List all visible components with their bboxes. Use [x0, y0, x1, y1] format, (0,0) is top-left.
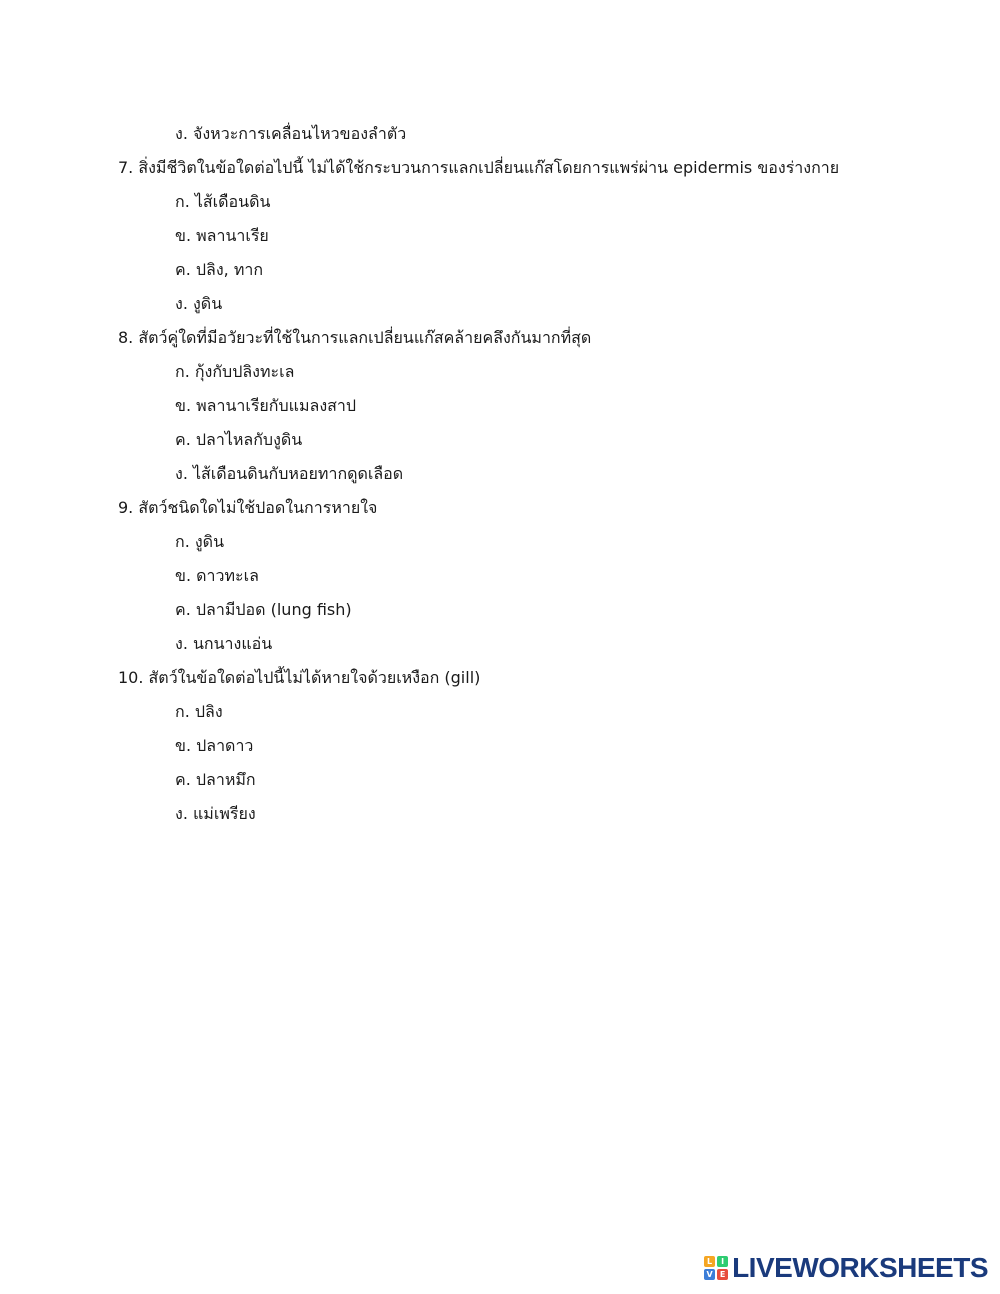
- option-line: ก. กุ้งกับปลิงทะเล: [175, 362, 295, 381]
- liveworksheets-logo[interactable]: [704, 1252, 988, 1284]
- logo-squares-icon: [704, 1256, 728, 1280]
- option-line: ข. ดาวทะเล: [175, 566, 259, 585]
- question-10: 10. สัตว์ในข้อใดต่อไปนี้ไม่ได้หายใจด้วยเหงือก (gill): [118, 668, 481, 687]
- logo-square-l: L: [704, 1256, 715, 1267]
- option-line: ก. ไส้เดือนดิน: [175, 192, 271, 211]
- option-line: ง. งูดิน: [175, 294, 223, 313]
- question-9: 9. สัตว์ชนิดใดไม่ใช้ปอดในการหายใจ: [118, 498, 378, 517]
- option-line: ก. ปลิง: [175, 702, 223, 721]
- option-line: ก. งูดิน: [175, 532, 224, 551]
- option-line: ง. จังหวะการเคลื่อนไหวของลำตัว: [175, 124, 407, 143]
- option-line: ค. ปลาไหลกับงูดิน: [175, 430, 303, 449]
- logo-text: LIVEWORKSHEETS: [732, 1252, 988, 1283]
- option-line: ข. พลานาเรียกับแมลงสาป: [175, 396, 357, 415]
- option-line: ค. ปลามีปอด (lung fish): [175, 600, 352, 619]
- question-7: 7. สิ่งมีชีวิตในข้อใดต่อไปนี้ ไม่ได้ใช้กระบวนการแลกเปลี่ยนแก๊สโดยการแพร่ผ่าน epidermis ของร่างกาย: [118, 158, 840, 177]
- option-line: ง. ไส้เดือนดินกับหอยทากดูดเลือด: [175, 464, 404, 483]
- option-line: ง. แม่เพรียง: [175, 804, 256, 823]
- option-line: ข. ปลาดาว: [175, 736, 254, 755]
- option-line: ค. ปลาหมึก: [175, 770, 256, 789]
- logo-square-e: E: [717, 1269, 728, 1280]
- option-line: ค. ปลิง, ทาก: [175, 260, 264, 279]
- question-8: 8. สัตว์คู่ใดที่มีอวัยวะที่ใช้ในการแลกเปลี่ยนแก๊สคล้ายคลึงกันมากที่สุด: [118, 328, 592, 347]
- logo-square-v: V: [704, 1269, 715, 1280]
- option-line: ง. นกนางแอ่น: [175, 634, 273, 653]
- logo-square-i: I: [717, 1256, 728, 1267]
- option-line: ข. พลานาเรีย: [175, 226, 269, 245]
